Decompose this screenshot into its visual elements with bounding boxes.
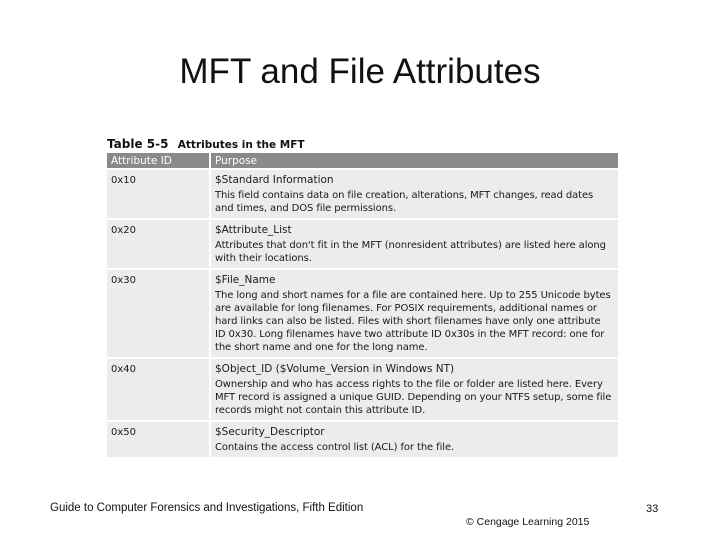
header-purpose: Purpose — [210, 153, 618, 169]
header-attribute-id: Attribute ID — [107, 153, 210, 169]
attribute-name: $Security_Descriptor — [215, 426, 325, 438]
footer-copyright: © Cengage Learning 2015 — [466, 516, 590, 528]
table-row — [107, 358, 618, 421]
attribute-id-cell: 0x50 — [107, 421, 210, 457]
attribute-name: $Attribute_List — [215, 224, 292, 236]
mft-attributes-table — [107, 153, 618, 457]
purpose-cell — [210, 269, 618, 358]
attribute-name: $Object_ID ($Volume_Version in Windows NT) — [215, 363, 455, 375]
table-row — [107, 421, 618, 457]
attribute-description: Contains the access control list (ACL) for the file. — [215, 442, 455, 453]
attribute-id-cell: 0x20 — [107, 219, 210, 269]
purpose-cell — [210, 358, 618, 421]
table-number: Table 5-5 — [107, 137, 169, 151]
footer-book-title: Guide to Computer Forensics and Investigations, Fifth Edition — [50, 502, 364, 514]
attribute-id-cell: 0x30 — [107, 269, 210, 358]
attribute-id-cell: 0x40 — [107, 358, 210, 421]
table-caption-text: Attributes in the MFT — [177, 139, 305, 151]
attribute-name: $Standard Information — [215, 174, 334, 186]
purpose-cell — [210, 421, 618, 457]
purpose-cell — [210, 169, 618, 219]
attribute-name: $File_Name — [215, 274, 276, 286]
attribute-description: Attributes that don't fit in the MFT (nonresident attributes) are listed here along with their locations. — [215, 240, 606, 264]
table-row — [107, 219, 618, 269]
table-row — [107, 169, 618, 219]
table-row — [107, 269, 618, 358]
attribute-description: Ownership and who has access rights to the file or folder are listed here. Every MFT record is assigned a unique GUID. Depending on your NTFS setup, some file records might not contain this attribute ID. — [215, 379, 612, 416]
attributes-table-container — [107, 136, 618, 457]
purpose-cell — [210, 219, 618, 269]
attribute-id-cell: 0x10 — [107, 169, 210, 219]
table-caption — [107, 136, 618, 153]
attribute-description: The long and short names for a file are contained here. Up to 255 Unicode bytes are available for long filenames. For POSIX requirements, additional names or hard links can also be listed. Files with short filenames have only one attribute ID 0x30. Long filenames have two attribute ID 0x30s in the MFT record: one for the short name and one for the long name. — [215, 290, 611, 353]
attribute-description: This field contains data on file creation, alterations, MFT changes, read dates and times, and DOS file permissions. — [215, 190, 594, 214]
slide-title: MFT and File Attributes — [179, 52, 541, 91]
table-header-row — [107, 153, 618, 169]
page-number: 33 — [646, 503, 659, 515]
